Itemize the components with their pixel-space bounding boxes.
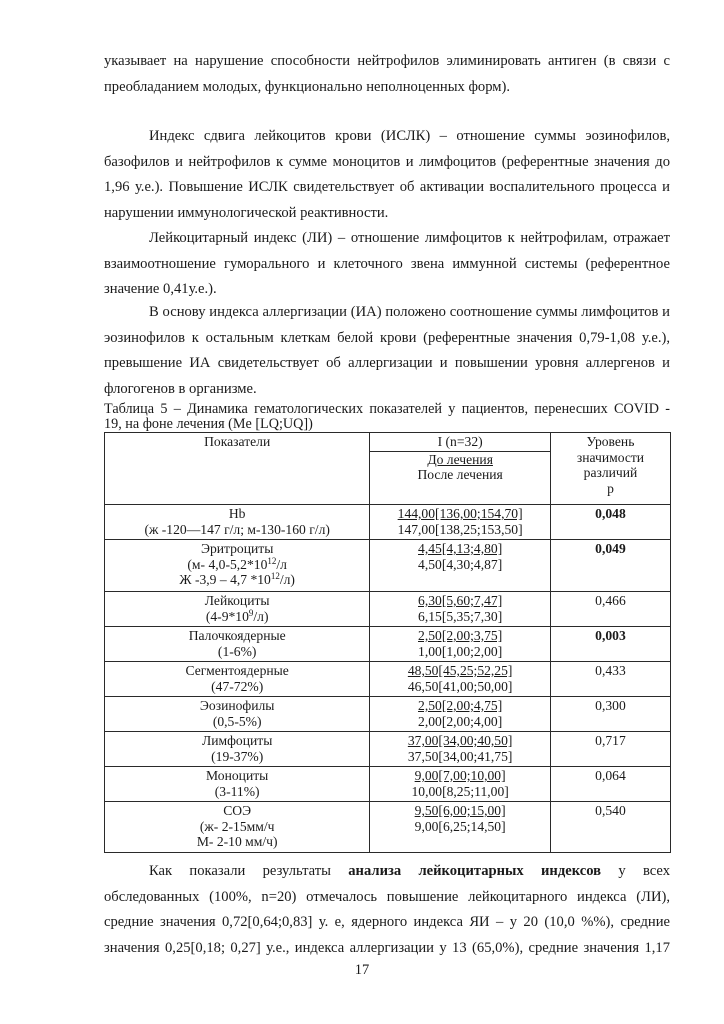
text-line: преобладанием молодых, функционально неполноценных форм).	[104, 78, 511, 95]
value-before: 6,30[5,60;7,47]	[418, 593, 503, 608]
value-after: 9,00[6,25;14,50]	[414, 818, 506, 834]
values-cell	[370, 662, 551, 697]
p-value: 0,048	[595, 506, 626, 521]
table-row	[105, 592, 671, 627]
reference-text: Ж -3,9 – 4,7 *10	[179, 572, 271, 587]
table-row	[105, 802, 671, 853]
table-row	[105, 540, 671, 592]
indicator-reference: (19-37%)	[211, 748, 264, 764]
header-text: p	[607, 480, 614, 496]
indicator-cell	[105, 662, 370, 697]
p-value: 0,300	[595, 698, 626, 713]
indicator-reference: (0,5-5%)	[212, 713, 262, 729]
indicator-name: Сегментоядерные	[185, 663, 289, 678]
indicator-reference	[107, 609, 367, 625]
p-value: 0,049	[595, 541, 626, 556]
p-value: 0,003	[595, 628, 626, 643]
p-value: 0,717	[595, 733, 626, 748]
table-row	[105, 732, 671, 767]
table-row	[105, 697, 671, 732]
indicator-name: Моноциты	[206, 768, 269, 783]
p-value-cell	[550, 627, 670, 662]
header-text: Уровень	[586, 434, 635, 449]
text-line: Лейкоцитарный индекс (ЛИ) – отношение лимфоцитов к нейтрофилам, отражает	[149, 230, 670, 246]
text-line: взаимоотношение гуморального и клеточного звена иммунной системы (референтное	[104, 255, 670, 272]
indicator-name: Hb	[228, 506, 246, 521]
indicator-cell	[105, 767, 370, 802]
value-before: 2,50[2,00;3,75]	[418, 628, 503, 643]
values-cell	[370, 592, 551, 627]
header-group	[370, 433, 551, 505]
value-after: 4,50[4,30;4,87]	[418, 556, 503, 572]
value-after: 10,00[8,25;11,00]	[411, 783, 509, 799]
table-row	[105, 767, 671, 802]
paragraph-li	[104, 226, 670, 303]
indicator-name: Лимфоциты	[202, 733, 273, 748]
indicator-cell	[105, 505, 370, 540]
text-line: значение 0,41у.е.).	[104, 281, 217, 298]
table-row	[105, 505, 671, 540]
indicator-name: СОЭ	[223, 803, 252, 818]
indicator-cell	[105, 697, 370, 732]
caption-line: 19, на фоне лечения (Me [LQ;UQ])	[104, 415, 313, 432]
indicator-reference: (ж -120—147 г/л; м-130-160 г/л)	[144, 521, 330, 537]
text-line: флогогенов в организме.	[104, 380, 257, 397]
indicator-reference: (ж- 2-15мм/ч	[199, 818, 275, 834]
indicator-cell	[105, 540, 370, 592]
header-before: До лечения	[427, 451, 493, 467]
text-line: базофилов и нейтрофилов к сумме моноцитов и лимфоцитов (референтные значения до	[104, 153, 670, 170]
header-text: различий	[583, 465, 638, 480]
text-line: указывает на нарушение способности нейтрофилов элиминировать антиген (в связи с	[104, 53, 670, 69]
header-indicators	[105, 433, 370, 505]
indicator-reference: (1-6%)	[217, 643, 257, 659]
hematology-table	[104, 432, 671, 853]
p-value: 0,064	[595, 768, 626, 783]
p-value-cell	[550, 505, 670, 540]
p-value: 0,466	[595, 593, 626, 608]
values-cell	[370, 627, 551, 662]
p-value-cell	[550, 592, 670, 627]
p-value-cell	[550, 732, 670, 767]
text-line: 1,96 у.е.). Повышение ИСЛК свидетельствует об активации воспалительного процесса и	[104, 179, 670, 196]
p-value: 0,433	[595, 663, 626, 678]
p-value: 0,540	[595, 803, 626, 818]
value-after: 6,15[5,35;7,30]	[418, 608, 503, 624]
table-row	[105, 627, 671, 662]
values-cell	[370, 802, 551, 853]
p-value-cell	[550, 540, 670, 592]
paragraph-islk	[104, 124, 670, 226]
p-value-cell	[550, 767, 670, 802]
header-text: Показатели	[204, 434, 271, 449]
indicator-cell	[105, 627, 370, 662]
text-line	[104, 859, 670, 885]
reference-text: /л)	[253, 608, 269, 624]
indicator-reference	[107, 557, 367, 573]
text-line: нарушении иммунологической реактивности.	[104, 204, 389, 221]
paragraph-continuation	[104, 49, 670, 100]
indicator-name: Эритроциты	[200, 541, 274, 556]
reference-text: (м- 4,0-5,2*10	[187, 556, 268, 572]
indicator-reference: М- 2-10 мм/ч)	[196, 834, 278, 849]
value-before: 4,45[4,13;4,80]	[418, 541, 503, 556]
text-line: значения 0,25[0,18; 0,27] у.е., индекса аллергизации у 13 (65,0%), средние значения 1,17	[104, 939, 670, 956]
paragraph-ia	[104, 300, 670, 402]
values-cell	[370, 540, 551, 592]
indicator-reference: (47-72%)	[211, 678, 264, 694]
value-before: 2,50[2,00;4,75]	[418, 698, 503, 713]
indicator-name: Лейкоциты	[204, 593, 270, 608]
paragraph-leukocyte-indices	[104, 859, 670, 961]
text-fragment: у всех	[618, 863, 670, 879]
value-after: 1,00[1,00;2,00]	[418, 643, 503, 659]
p-value-cell	[550, 662, 670, 697]
text-fragment: Как показали результаты	[149, 863, 331, 879]
reference-text: /л)	[279, 572, 295, 587]
reference-text: (4-9*10	[205, 608, 249, 624]
indicator-name: Палочкоядерные	[188, 628, 286, 643]
text-line: Индекс сдвига лейкоцитов крови (ИСЛК) – отношение суммы эозинофилов,	[149, 128, 670, 144]
value-before: 37,00[34,00;40,50]	[407, 733, 513, 748]
value-before: 48,50[45,25;52,25]	[407, 663, 513, 678]
indicator-cell	[105, 592, 370, 627]
text-line: средние значения 0,72[0,64;0,83] у. е, ядерного индекса ЯИ – у 20 (10,0 %%), средние	[104, 914, 670, 931]
p-value-cell	[550, 697, 670, 732]
exponent: 9	[248, 607, 254, 618]
value-before: 9,00[7,00;10,00]	[414, 768, 506, 783]
page-number: 17	[354, 962, 370, 978]
values-cell	[370, 767, 551, 802]
values-cell	[370, 732, 551, 767]
text-line: обследованных (100%, n=20) отмечалось повышение лейкоцитарного индекса (ЛИ),	[104, 888, 670, 905]
header-group-label: I (n=32)	[370, 434, 550, 452]
value-before: 9,50[6,00;15,00]	[414, 803, 506, 818]
table-caption	[104, 402, 670, 431]
bold-phrase: анализа лейкоцитарных индексов	[348, 863, 602, 879]
value-after: 2,00[2,00;4,00]	[418, 713, 503, 729]
p-value-cell	[550, 802, 670, 853]
table-row	[105, 662, 671, 697]
exponent: 12	[267, 555, 277, 566]
header-after: После лечения	[417, 467, 503, 482]
indicator-name: Эозинофилы	[199, 698, 275, 713]
value-after: 46,50[41,00;50,00]	[407, 678, 513, 694]
value-after: 147,00[138,25;153,50]	[397, 521, 523, 537]
reference-text: /л	[276, 556, 287, 572]
indicator-cell	[105, 802, 370, 853]
values-cell	[370, 697, 551, 732]
text-line: превышение ИА свидетельствует об аллергизации и повышении уровня аллергенов и	[104, 355, 670, 372]
indicator-reference: (3-11%)	[214, 783, 260, 799]
value-after: 37,50[34,00;41,75]	[407, 748, 513, 764]
text-line: эозинофилов к остальным клеткам белой крови (референтные значения 0,79-1,08 у.е.),	[104, 329, 670, 346]
header-text: значимости	[576, 449, 645, 465]
text-line: В основу индекса аллергизации (ИА) положено соотношение суммы лимфоцитов и	[149, 304, 670, 320]
table-header-row	[105, 433, 671, 505]
indicator-reference	[107, 572, 367, 588]
header-significance	[550, 433, 670, 505]
caption-line: Таблица 5 – Динамика гематологических показателей у пациентов, перенесших COVID -	[104, 401, 670, 417]
indicator-cell	[105, 732, 370, 767]
values-cell	[370, 505, 551, 540]
exponent: 12	[270, 571, 280, 581]
value-before: 144,00[136,00;154,70]	[397, 506, 523, 521]
